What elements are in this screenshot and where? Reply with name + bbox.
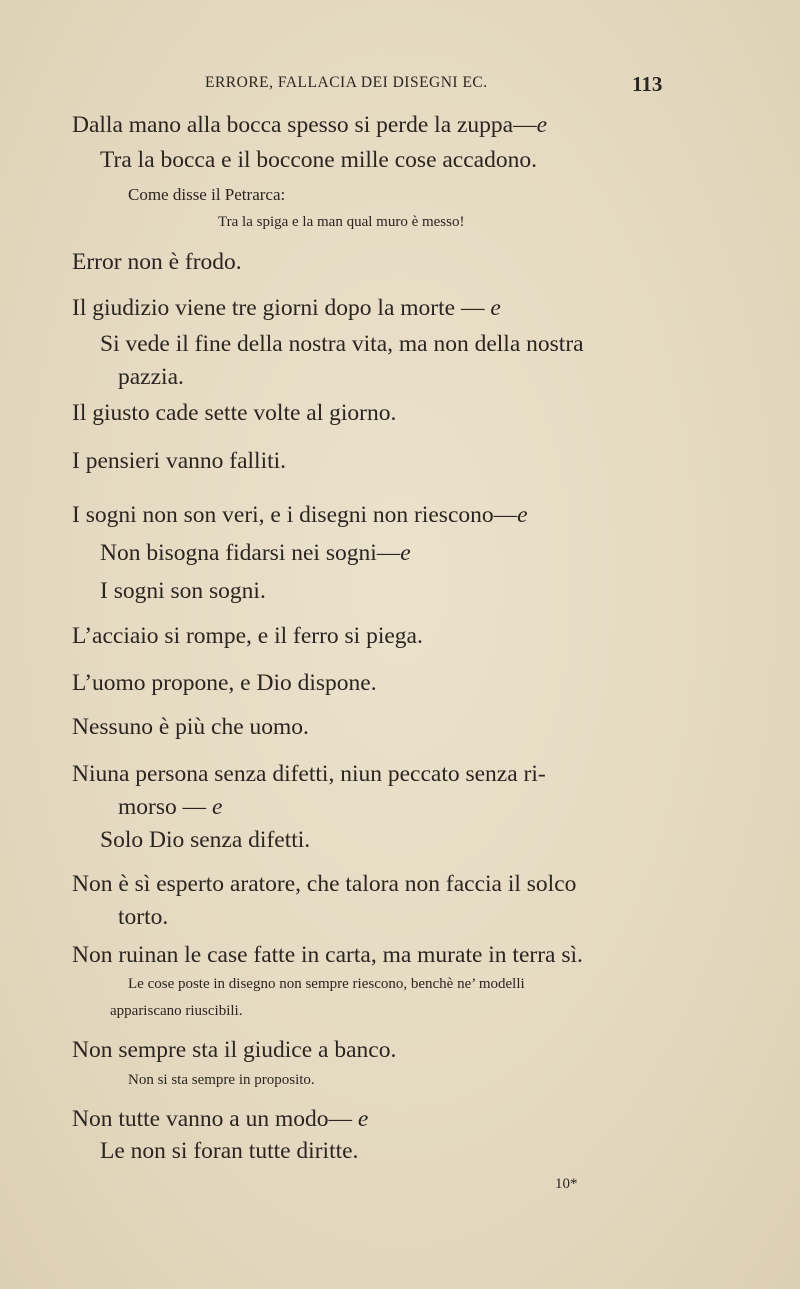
page-number: 113 xyxy=(632,72,663,96)
commentary-line: Come disse il Petrarca: xyxy=(128,185,286,204)
proverb-line: I pensieri vanno falliti. xyxy=(72,448,287,474)
printer-signature-mark: 10* xyxy=(555,1176,578,1192)
proverb-line: L’uomo propone, e Dio dispone. xyxy=(72,670,377,696)
proverb-line: Non è sì esperto aratore, che talora non faccia il solco xyxy=(72,871,577,897)
proverb-line: pazzia. xyxy=(118,364,184,390)
proverb-line: Il giudizio viene tre giorni dopo la morte — e xyxy=(72,295,501,321)
running-title: ERRORE, FALLACIA DEI DISEGNI EC. xyxy=(205,74,488,91)
proverb-line: I sogni non son veri, e i disegni non riescono—e xyxy=(72,502,528,528)
proverb-line: Error non è frodo. xyxy=(72,249,242,275)
proverb-line: torto. xyxy=(118,904,169,930)
proverb-line: morso — e xyxy=(118,794,223,820)
proverb-line: Solo Dio senza difetti. xyxy=(100,827,311,853)
proverb-line: Non bisogna fidarsi nei sogni—e xyxy=(100,540,411,566)
proverb-line: Tra la bocca e il boccone mille cose accadono. xyxy=(100,147,537,173)
proverb-line: I sogni son sogni. xyxy=(100,578,266,604)
proverb-line: Le non si foran tutte diritte. xyxy=(100,1138,359,1164)
proverb-line: Niuna persona senza difetti, niun peccato senza ri- xyxy=(72,761,546,787)
proverb-line: Non sempre sta il giudice a banco. xyxy=(72,1037,397,1063)
proverb-line: L’acciaio si rompe, e il ferro si piega. xyxy=(72,623,423,649)
quotation-line: Tra la spiga e la man qual muro è messo! xyxy=(218,214,465,230)
commentary-line: Le cose poste in disegno non sempre riescono, benchè ne’ modelli xyxy=(128,976,525,992)
commentary-line: appariscano riuscibili. xyxy=(110,1003,243,1019)
proverb-line: Il giusto cade sette volte al giorno. xyxy=(72,400,397,426)
commentary-line: Non si sta sempre in proposito. xyxy=(128,1072,315,1088)
proverb-line: Non tutte vanno a un modo— e xyxy=(72,1106,369,1132)
proverb-line: Nessuno è più che uomo. xyxy=(72,714,309,740)
proverb-line: Dalla mano alla bocca spesso si perde la zuppa—e xyxy=(72,112,548,138)
proverb-line: Si vede il fine della nostra vita, ma non della nostra xyxy=(100,331,584,357)
proverb-line: Non ruinan le case fatte in carta, ma murate in terra sì. xyxy=(72,942,583,968)
